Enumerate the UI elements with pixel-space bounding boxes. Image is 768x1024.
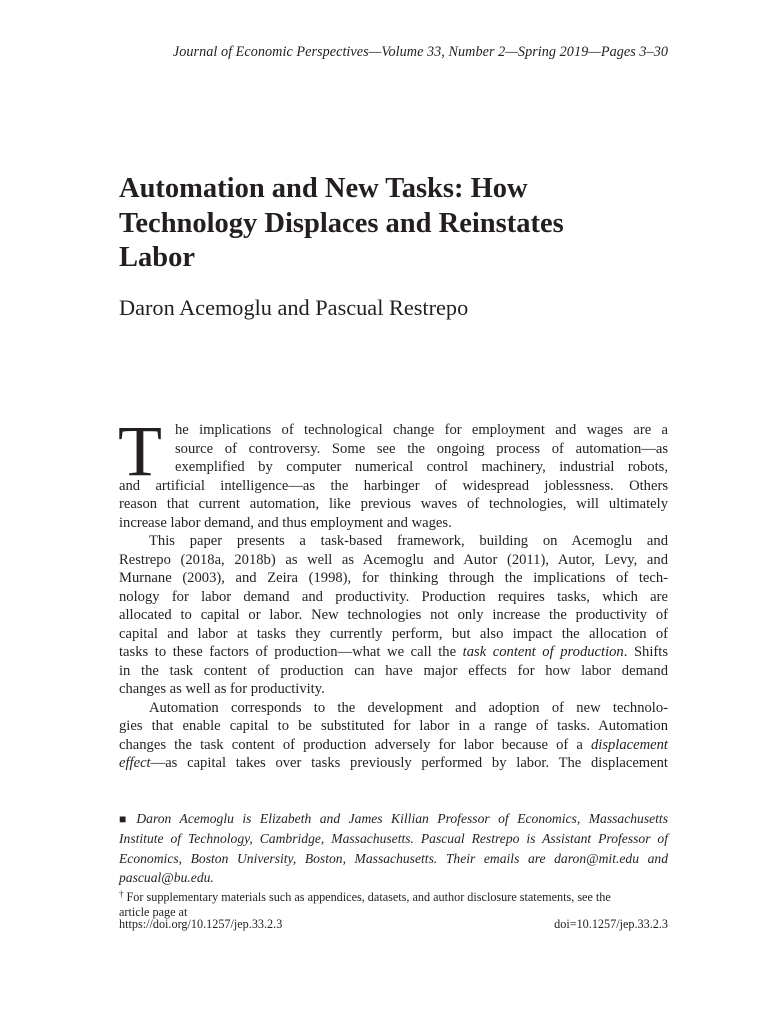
note-line: pascual@bu.edu. xyxy=(119,870,214,886)
body-line: effect—as capital takes over tasks previously performed by labor. The displacement xyxy=(119,755,668,771)
note-line: article page at xyxy=(119,905,188,919)
body-line: tasks to these factors of production—what we call the task content of production. Shifts xyxy=(119,644,669,660)
body-line: capital and labor at tasks they currently perform, but also impact the allocation of xyxy=(119,625,668,642)
body-line: nology for labor demand and productivity. Production requires tasks, which are xyxy=(119,588,668,605)
body-line: allocated to capital or labor. New technologies not only increase the productivity of xyxy=(119,607,668,623)
body-line: Restrepo (2018a, 2018b) as well as Acemoglu and Autor (2011), Autor, Levy, and xyxy=(119,551,668,568)
dagger-marker: † xyxy=(119,889,124,899)
body-line: increase labor demand, and thus employment and wages. xyxy=(119,514,452,531)
running-head: Journal of Economic Perspectives—Volume 33, Number 2—Spring 2019—Pages 3–30 xyxy=(172,44,668,60)
article-body xyxy=(118,411,669,773)
body-line: and artificial intelligence—as the harbinger of widespread joblessness. Others xyxy=(119,477,668,494)
author-affiliation-note xyxy=(119,809,668,888)
body-line: source of controversy. Some see the ongoing process of automation—as xyxy=(175,440,668,457)
body-line: This paper presents a task-based framework, building on Acemoglu and xyxy=(149,533,668,549)
body-line: reason that current automation, like previous waves of technologies, will ultimately xyxy=(119,496,668,512)
note-line: ■ Daron Acemoglu is Elizabeth and James Killian Professor of Economics, Massachusetts xyxy=(119,811,669,826)
title-line: Automation and New Tasks: How xyxy=(119,173,528,204)
emphasis-term: displacement xyxy=(590,736,668,753)
doi-identifier: doi=10.1257/jep.33.2.3 xyxy=(554,917,668,931)
doi-url-link[interactable]: https://doi.org/10.1257/jep.33.2.3 xyxy=(119,917,283,931)
note-line: Economics, Boston University, Boston, Massachusetts. Their emails are daron@mit.edu and xyxy=(119,850,668,866)
emphasis-term: effect xyxy=(119,755,151,771)
body-line: Automation corresponds to the development and adoption of new technolo- xyxy=(149,699,668,716)
body-line: exemplified by computer numerical control machinery, industrial robots, xyxy=(175,459,668,475)
square-bullet-icon: ■ xyxy=(119,812,132,826)
drop-cap: T xyxy=(118,411,162,491)
doi-row xyxy=(119,917,668,932)
title-line: Technology Displaces and Reinstates xyxy=(119,207,564,239)
article-title xyxy=(119,172,679,276)
title-line: Labor xyxy=(119,242,196,273)
body-line: gies that enable capital to be substituted for labor in a range of tasks. Automation xyxy=(119,718,668,734)
body-line: changes as well as for productivity. xyxy=(119,681,325,697)
author-names: Daron Acemoglu and Pascual Restrepo xyxy=(119,295,469,320)
body-line: Murnane (2003), and Zeira (1998), for thinking through the implications of tech- xyxy=(119,570,668,586)
body-line: he implications of technological change for employment and wages are a xyxy=(175,422,668,438)
note-line: † For supplementary materials such as appendices, datasets, and author disclosure statements, see the xyxy=(119,889,611,904)
supplement-note xyxy=(119,887,668,920)
body-line: in the task content of production can have major effects for how labor demand xyxy=(119,662,668,679)
note-line: Institute of Technology, Cambridge, Massachusetts. Pascual Restrepo is Assistant Professor of xyxy=(119,831,668,847)
emphasis-term: task content of production xyxy=(462,644,624,660)
body-line: changes the task content of production adversely for labor because of a displacement xyxy=(119,736,668,753)
